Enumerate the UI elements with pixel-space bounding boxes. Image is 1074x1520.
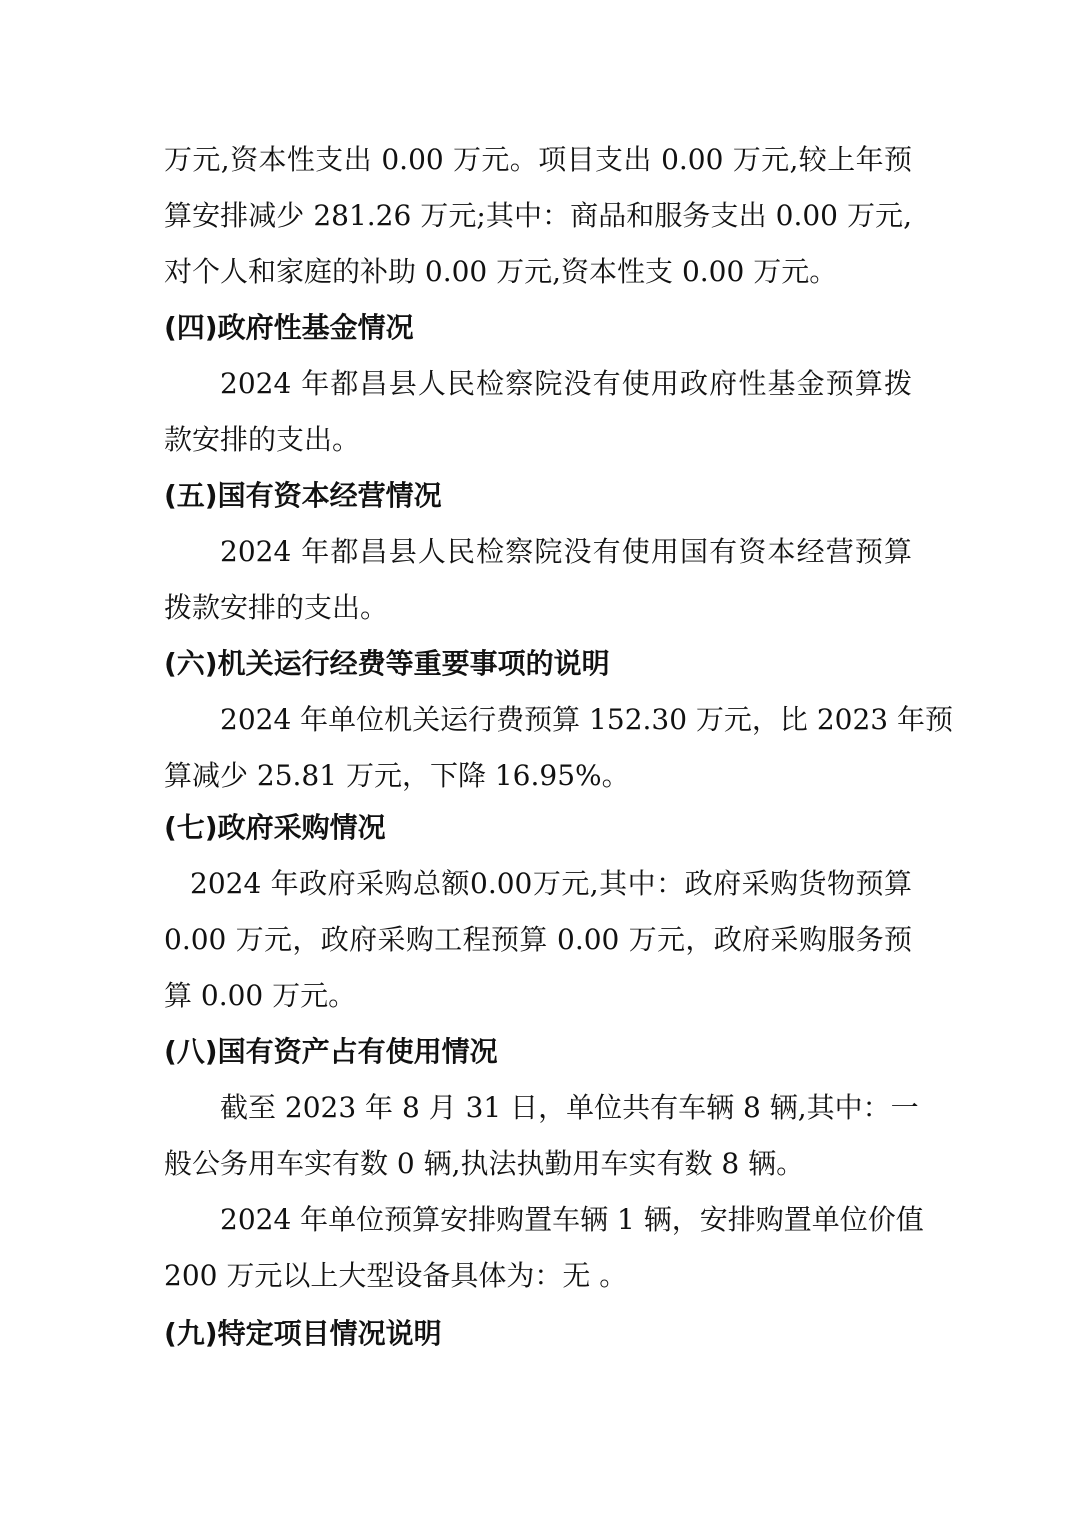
paragraph-line: 截至 2023 年 8 月 31 日，单位共有车辆 8 辆,其中：一	[220, 1091, 919, 1124]
paragraph-line: 款安排的支出。	[164, 423, 361, 456]
paragraph-line: 般公务用车实有数 0 辆,执法执勤用车实有数 8 辆。	[164, 1147, 805, 1180]
section-heading-5: (五)国有资本经营情况	[164, 479, 442, 512]
paragraph-line: 2024 年单位预算安排购置车辆 1 辆，安排购置单位价值	[220, 1203, 924, 1236]
section-heading-4: (四)政府性基金情况	[164, 311, 414, 344]
paragraph-line: 拨款安排的支出。	[164, 591, 389, 624]
section-heading-8: (八)国有资产占有使用情况	[164, 1035, 498, 1068]
paragraph-line: 万元,资本性支出 0.00 万元。项目支出 0.00 万元,较上年预	[164, 143, 912, 176]
section-heading-6: (六)机关运行经费等重要事项的说明	[164, 647, 610, 680]
paragraph-line: 2024 年单位机关运行费预算 152.30 万元，比 2023 年预	[220, 703, 953, 736]
paragraph-line: 算减少 25.81 万元，下降 16.95%。	[164, 759, 630, 792]
paragraph-line: 算 0.00 万元。	[164, 979, 357, 1012]
section-heading-9: (九)特定项目情况说明	[164, 1317, 442, 1350]
paragraph-line: 2024 年都昌县人民检察院没有使用国有资本经营预算	[220, 535, 912, 568]
paragraph-line: 对个人和家庭的补助 0.00 万元,资本性支 0.00 万元。	[164, 255, 838, 288]
paragraph-line: 200 万元以上大型设备具体为：无 。	[164, 1259, 628, 1292]
paragraph-line: 算安排减少 281.26 万元;其中：商品和服务支出 0.00 万元,	[164, 199, 912, 232]
section-heading-7: (七)政府采购情况	[164, 811, 386, 844]
paragraph-line: 0.00 万元，政府采购工程预算 0.00 万元，政府采购服务预	[164, 923, 912, 956]
paragraph-line: 2024 年政府采购总额0.00万元,其中：政府采购货物预算	[190, 867, 912, 900]
paragraph-line: 2024 年都昌县人民检察院没有使用政府性基金预算拨	[220, 367, 912, 400]
